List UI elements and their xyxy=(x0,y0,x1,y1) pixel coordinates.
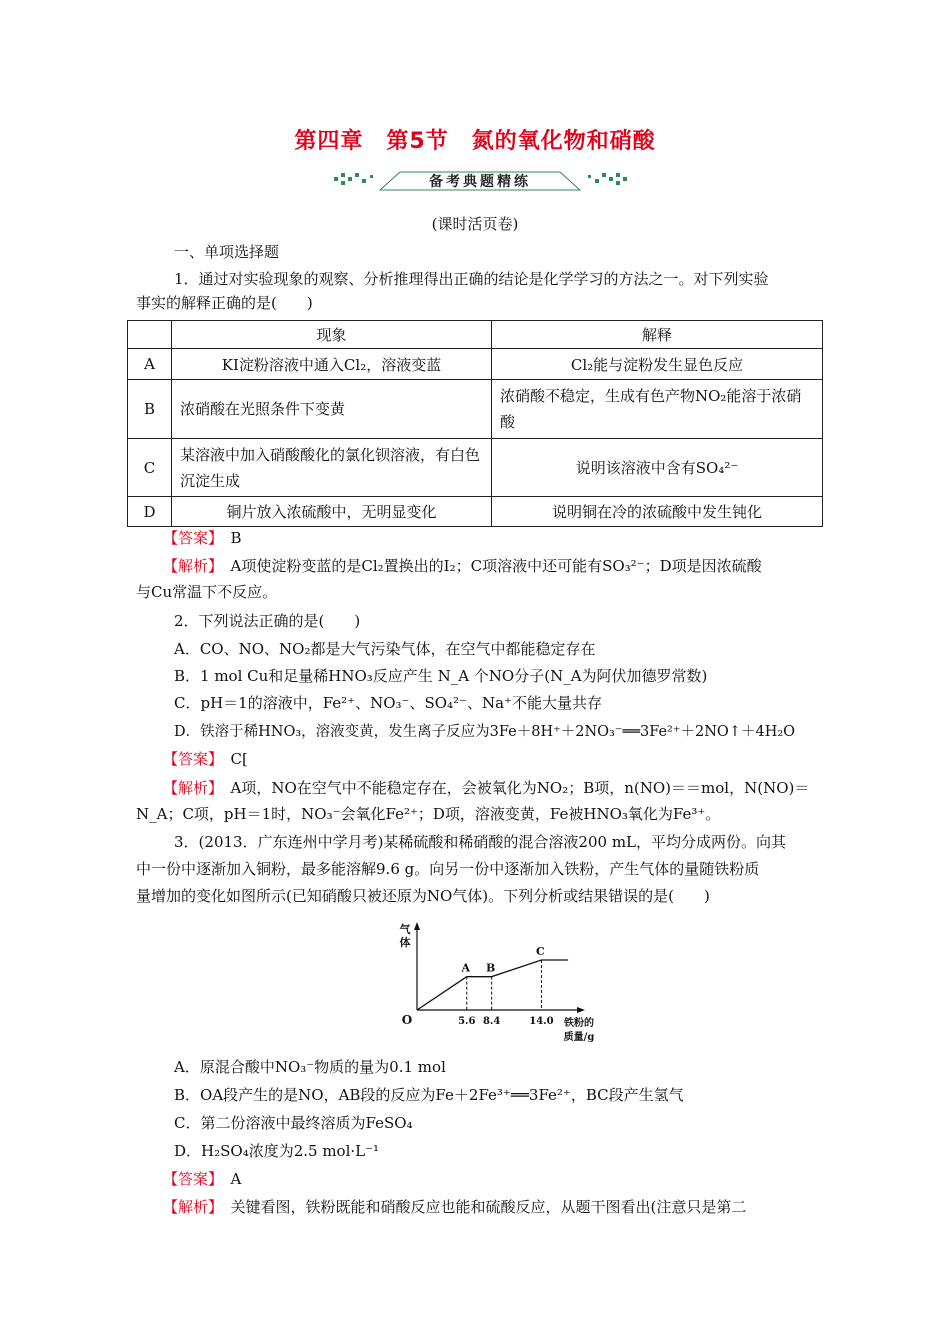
x-tick-label: 8.4 xyxy=(482,1016,501,1027)
section-heading: 一、单项选择题 xyxy=(174,243,280,261)
table-header-cell: 现象 xyxy=(172,321,492,349)
answer-tag: 【答案】 xyxy=(163,529,216,547)
row-label: A xyxy=(128,349,172,380)
table-row xyxy=(128,380,823,439)
y-axis-label: 体 xyxy=(399,936,411,949)
x-tick-label: 14.0 xyxy=(529,1016,554,1027)
q1-analysis-line2: 与Cu常温下不反应。 xyxy=(136,583,278,601)
page-title: 第四章 第5节 氮的氧化物和硝酸 xyxy=(294,129,656,154)
x-tick-label: 5.6 xyxy=(458,1016,476,1027)
table-row xyxy=(128,497,823,527)
section-banner xyxy=(320,168,640,194)
q2-analysis-line2: N_A；C项，pH＝1时，NO₃⁻会氧化Fe²⁺；D项，溶液变黄，Fe被HNO₃氧化为Fe³⁺。 xyxy=(136,805,721,823)
x-axis-arrow xyxy=(577,1007,585,1013)
explanation-cell: 说明该溶液中含有SO₄²⁻ xyxy=(492,439,823,497)
analysis-text: A项，NO在空气中不能稳定存在，会被氧化为NO₂；B项，n(NO)＝＝mol，N(NO)＝ xyxy=(230,779,810,797)
analysis-text: A项使淀粉变蓝的是Cl₂置换出的I₂；C项溶液中还可能有SO₃²⁻；D项是因浓硫酸 xyxy=(230,557,762,575)
table-row xyxy=(128,439,823,497)
analysis-tag: 【解析】 xyxy=(163,557,216,575)
phenomenon-cell: KI淀粉溶液中通入Cl₂，溶液变蓝 xyxy=(172,349,492,380)
q3-option-a: A．原混合酸中NO₃⁻物质的量为0.1 mol xyxy=(174,1058,446,1076)
table-row xyxy=(128,349,823,380)
row-label: C xyxy=(128,439,172,497)
answer-tag: 【答案】 xyxy=(163,750,216,768)
q3-stem-line2: 中一份中逐渐加入铜粉，最多能溶解9.6 g。向另一份中逐渐加入铁粉，产生气体的量随铁粉质 xyxy=(136,860,760,878)
q3-option-b: B．OA段产生的是NO，AB段的反应为Fe＋2Fe³⁺══3Fe²⁺，BC段产生氢气 xyxy=(174,1086,684,1104)
explanation-cell: 浓硝酸不稳定，生成有色产物NO₂能溶于浓硝酸 xyxy=(492,380,823,439)
answer-value: C[ xyxy=(230,750,248,768)
q3-option-c: C．第二份溶液中最终溶质为FeSO₄ xyxy=(174,1114,413,1132)
analysis-tag: 【解析】 xyxy=(163,779,216,797)
analysis-tag: 【解析】 xyxy=(163,1198,216,1216)
q3-stem-line3: 量增加的变化如图所示(已知硝酸只被还原为NO气体)。下列分析或结果错误的是( ) xyxy=(136,887,710,905)
table-header-cell: 解释 xyxy=(492,321,823,349)
banner-text: 备考典题精练 xyxy=(429,174,531,190)
analysis-text: 关键看图，铁粉既能和硝酸反应也能和硫酸反应，从题干图看出(注意只是第二 xyxy=(230,1198,747,1216)
q2-option-a: A．CO、NO、NO₂都是大气污染气体，在空气中都能稳定存在 xyxy=(174,640,596,658)
q2-answer xyxy=(163,748,248,769)
origin-label: O xyxy=(401,1013,413,1027)
y-axis-arrow xyxy=(414,922,420,930)
y-axis-label: 气 xyxy=(399,923,411,936)
explanation-cell: 说明铜在冷的浓硫酸中发生钝化 xyxy=(492,497,823,527)
point-label: C xyxy=(536,945,545,958)
q3-analysis-line1 xyxy=(163,1196,746,1217)
q1-analysis-line1 xyxy=(163,555,762,576)
q2-analysis-line1 xyxy=(163,777,809,798)
point-label: A xyxy=(461,961,471,975)
q1-stem-line1: 1．通过对实验现象的观察、分析推理得出正确的结论是化学学习的方法之一。对下列实验 xyxy=(174,270,769,288)
x-axis-label: 铁粉的 xyxy=(564,1018,594,1029)
q2-option-c: C．pH＝1的溶液中，Fe²⁺、NO₃⁻、SO₄²⁻、Na⁺不能大量共存 xyxy=(174,694,602,712)
q1-answer xyxy=(163,527,242,548)
q3-option-d: D．H₂SO₄浓度为2.5 mol·L⁻¹ xyxy=(174,1142,380,1160)
table-header-row xyxy=(128,321,823,349)
answer-value: B xyxy=(230,529,242,547)
banner-dots-right-icon xyxy=(588,173,627,185)
phenomenon-cell: 浓硝酸在光照条件下变黄 xyxy=(172,380,492,439)
row-label: B xyxy=(128,380,172,439)
point-label: B xyxy=(486,961,496,975)
subtitle: (课时活页卷) xyxy=(431,215,519,233)
q3-answer xyxy=(163,1168,241,1189)
q2-option-d: D．铁溶于稀HNO₃，溶液变黄，发生离子反应为3Fe＋8H⁺＋2NO₃⁻══3Fe²⁺＋2NO↑＋4H₂O xyxy=(174,724,796,740)
gas-vs-iron-chart xyxy=(370,915,600,1050)
explanation-cell: Cl₂能与淀粉发生显色反应 xyxy=(492,349,823,380)
q2-stem: 2．下列说法正确的是( ) xyxy=(174,612,361,630)
answer-value: A xyxy=(230,1170,242,1188)
banner-dots-left-icon xyxy=(334,173,373,185)
q3-stem-line1: 3．(2013．广东连州中学月考)某稀硫酸和稀硝酸的混合溶液200 mL，平均分成两份。向其 xyxy=(174,833,787,851)
q1-stem-line2: 事实的解释正确的是( ) xyxy=(136,294,313,312)
answer-tag: 【答案】 xyxy=(163,1170,216,1188)
phenomenon-cell: 铜片放入浓硫酸中，无明显变化 xyxy=(172,497,492,527)
q2-option-b: B．1 mol Cu和足量稀HNO₃反应产生 N_A 个NO分子(N_A为阿伏加德罗常数) xyxy=(174,667,708,685)
table-header-blank xyxy=(128,321,172,349)
q1-table xyxy=(127,320,823,527)
x-axis-label: 质量/g xyxy=(563,1032,595,1043)
phenomenon-cell: 某溶液中加入硝酸酸化的氯化钡溶液，有白色沉淀生成 xyxy=(172,439,492,497)
row-label: D xyxy=(128,497,172,527)
